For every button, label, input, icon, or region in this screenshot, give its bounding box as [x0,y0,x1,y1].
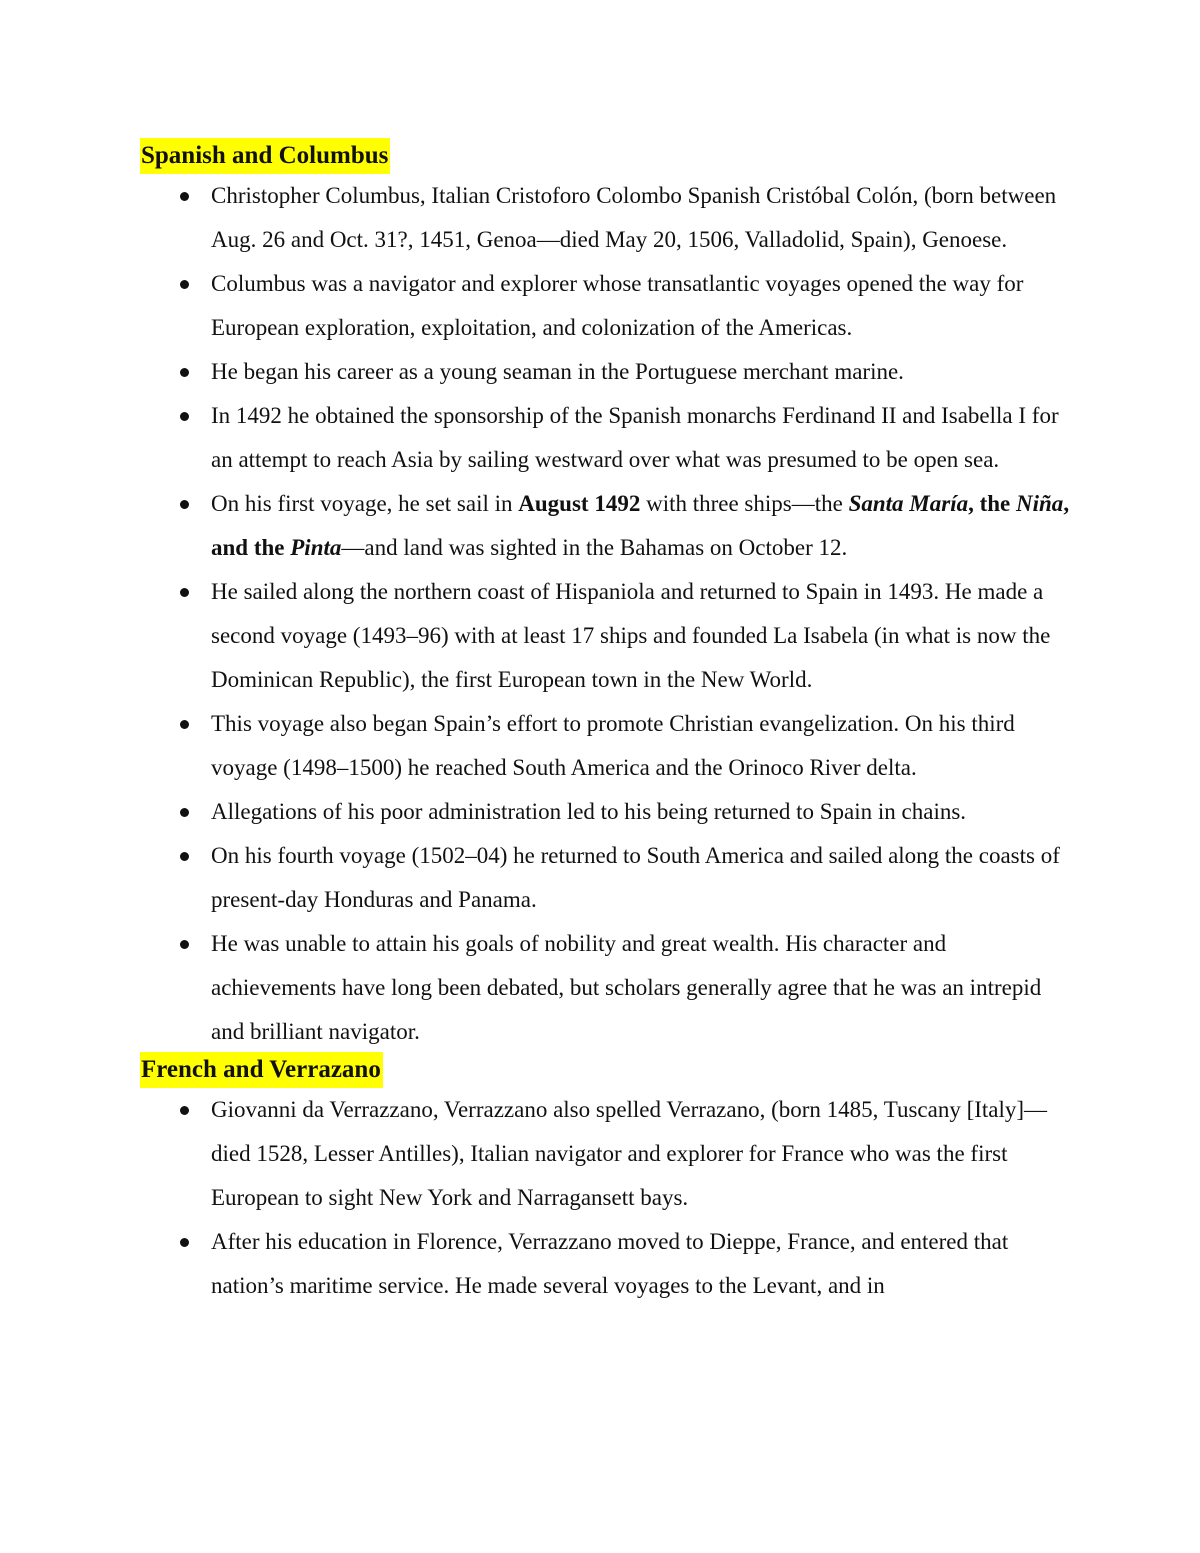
list-item [140,790,1075,834]
section-spanish-columbus [140,138,1075,1054]
text-run: Santa María [848,491,969,516]
bullet-icon [180,852,189,861]
text-run: In 1492 he obtained the sponsorship of the Spanish monarchs Ferdinand II and Isabella I for an attempt to reach Asia by sailing westward over what was presumed to be open sea. [211,403,1059,472]
text-run: He began his career as a young seaman in the Portuguese merchant marine. [211,359,904,384]
bullet-icon [180,412,189,421]
text-run: Giovanni da Verrazzano, Verrazzano also spelled Verrazano, (born 1485, Tuscany [Italy]—died 1528, Lesser Antilles), Italian navigator and explorer for France who was the first European to sight New York and Narragansett bays. [211,1097,1048,1210]
list-item [140,1220,1075,1308]
text-run: Christopher Columbus, Italian Cristoforo Colombo Spanish Cristóbal Colón, (born between Aug. 26 and Oct. 31?, 1451, Genoa—died May 20, 1506, Valladolid, Spain), Genoese. [211,183,1057,252]
bullet-icon [180,808,189,817]
list-item [140,1088,1075,1220]
list-item [140,922,1075,1054]
list-item [140,350,1075,394]
bullet-icon [180,500,189,509]
bullet-icon [180,940,189,949]
bullet-icon [180,588,189,597]
list-item [140,262,1075,350]
list-item [140,394,1075,482]
text-run: , and the [211,491,1070,560]
bullet-icon [180,1106,189,1115]
bullet-icon [180,720,189,729]
text-run: —and land was sighted in the Bahamas on October 12. [341,535,848,560]
bullet-list [140,174,1075,1054]
text-run: Pinta [290,535,342,560]
text-run: He was unable to attain his goals of nobility and great wealth. His character and achievements have long been debated, but scholars generally agree that he was an intrepid and brilliant navigator. [211,931,1042,1044]
text-run: On his first voyage, he set sail in [211,491,519,516]
text-run: with three ships—the [640,491,849,516]
text-run: Niña [1016,491,1064,516]
text-run: He sailed along the northern coast of Hispaniola and returned to Spain in 1493. He made a second voyage (1493–96) with at least 17 ships and founded La Isabela (in what is now the Dominican Republic), the first European town in the New World. [211,579,1051,692]
text-run: This voyage also began Spain’s effort to promote Christian evangelization. On his third voyage (1498–1500) he reached South America and the Orinoco River delta. [211,711,1015,780]
text-run: August 1492 [518,491,641,516]
list-item [140,482,1075,570]
text-run: Allegations of his poor administration led to his being returned to Spain in chains. [211,799,967,824]
list-item [140,570,1075,702]
bullet-icon [180,192,189,201]
section-french-verrazano [140,1052,1075,1308]
bullet-icon [180,368,189,377]
bullet-icon [180,1238,189,1247]
list-item [140,834,1075,922]
bullet-list [140,1088,1075,1308]
text-run: On his fourth voyage (1502–04) he returned to South America and sailed along the coasts of present-day Honduras and Panama. [211,843,1060,912]
section-heading: Spanish and Columbus [140,138,390,174]
document-page [140,138,1075,1308]
list-item [140,174,1075,262]
section-heading: French and Verrazano [140,1052,383,1088]
bullet-icon [180,280,189,289]
text-run: After his education in Florence, Verrazzano moved to Dieppe, France, and entered that nation’s maritime service. He made several voyages to the Levant, and in [211,1229,1009,1298]
list-item [140,702,1075,790]
text-run: Columbus was a navigator and explorer whose transatlantic voyages opened the way for European exploration, exploitation, and colonization of the Americas. [211,271,1024,340]
text-run: , the [968,491,1017,516]
